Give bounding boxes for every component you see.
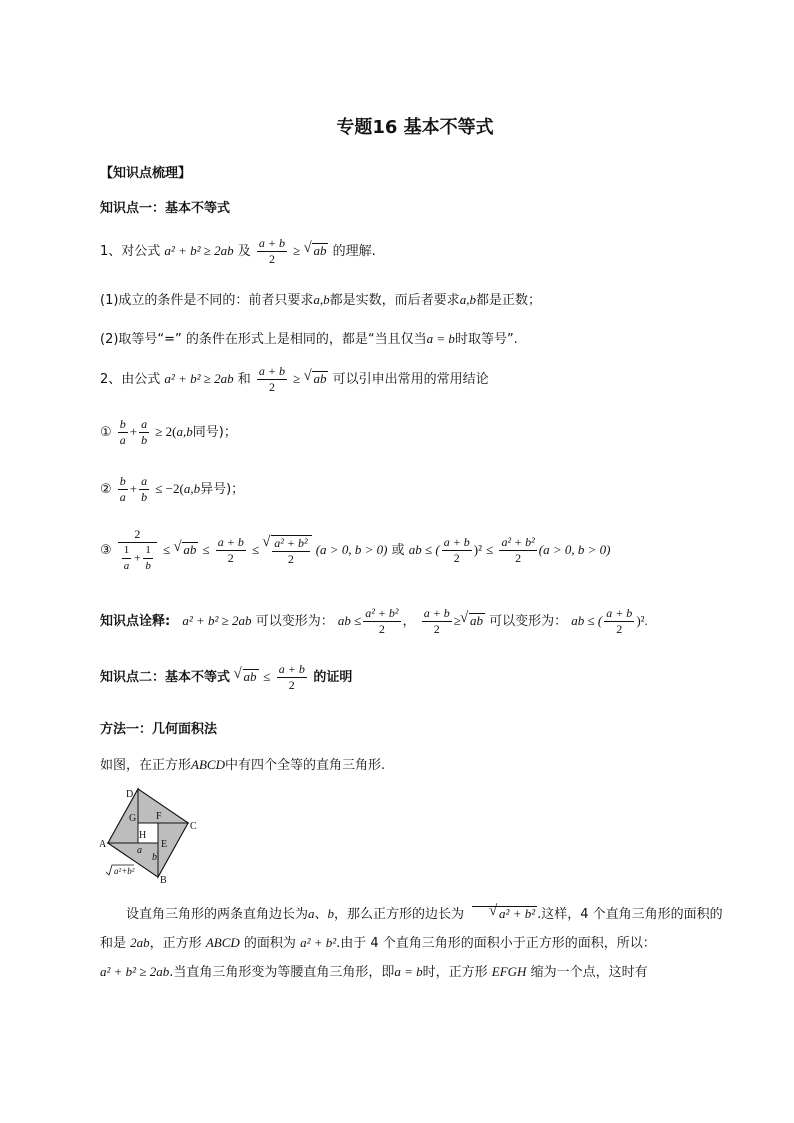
label-c: C xyxy=(190,821,197,832)
kp1-heading: 知识点一：基本不等式 xyxy=(100,201,231,216)
intro-line xyxy=(100,754,385,773)
math-var: a,b xyxy=(176,424,193,439)
text: 可以变形为： xyxy=(255,614,334,629)
text: .这样，4 个直角三角形的面积的 xyxy=(537,907,723,922)
text: 知识点二：基本不等式 xyxy=(100,670,231,685)
marker: ② xyxy=(100,482,112,497)
text: 的证明 xyxy=(313,670,353,685)
text: .当直角三角形变为等腰直角三角形，即 xyxy=(169,965,395,980)
sqrt-ab: √ ab xyxy=(312,243,328,258)
label-e: E xyxy=(161,839,168,850)
triangle-3 xyxy=(158,823,188,877)
conclusion-1: ① $\frac{b}{a}$ + $\frac{a}{b}$ ≥ 2(a,b同号)； xyxy=(100,417,237,447)
text: 如图，在正方形 xyxy=(100,758,192,773)
label-a: A xyxy=(99,839,107,850)
text: 中有四个全等的直角三角形. xyxy=(224,758,386,773)
math-var: ABCD xyxy=(205,935,240,950)
math-var: b xyxy=(327,906,335,921)
text: ，那么正方形的边长为 xyxy=(334,907,465,922)
text: (1)成立的条件是不同的：前者只要求 xyxy=(100,293,314,308)
text: 1、对公式 xyxy=(100,244,161,259)
marker: ① xyxy=(100,425,112,440)
text: 设直角三角形的两条直角边长为 xyxy=(126,907,309,922)
math-var: a = b xyxy=(394,964,423,979)
cond1-line xyxy=(100,289,541,308)
label-f: F xyxy=(156,811,162,822)
label-side-a: a xyxy=(137,845,142,856)
text: 同号)； xyxy=(192,425,237,440)
text: 的面积为 xyxy=(243,936,296,951)
math: (a > 0, b > 0) xyxy=(538,542,611,557)
explain-label: 知识点诠释: xyxy=(100,614,171,629)
sqrt-ab: √ ab xyxy=(312,371,328,386)
math-var: a = b xyxy=(426,331,455,346)
math-var: EFGH xyxy=(491,964,527,979)
harmonic-mean: 2 $\frac{1}{a}$ + $\frac{1}{b}$ xyxy=(118,527,157,574)
fraction: $\frac{a + b}{2}$ xyxy=(258,364,286,394)
text: .由于 4 个直角三角形的面积小于正方形的面积，所以： xyxy=(336,936,656,951)
label-g: G xyxy=(129,813,137,824)
conclusion-3: ③ 2 $\frac{1}{a}$ + $\frac{1}{b}$ ≤ √ ab ≤ $\frac{a + b}{2}$ ≤ √ $\frac{\text{a² + b²}}{2}$ (a > 0, b > 0) 或 ab ≤ ( $\frac{a + b}{2}$ )² ≤ $\frac{\text{a² + b²}}{2}$ (a > 0, b > 0) xyxy=(100,527,610,574)
math: ≤ −2 xyxy=(155,481,180,496)
math-var: a xyxy=(308,906,315,921)
method1-heading: 方法一：几何面积法 xyxy=(100,722,218,737)
formula: a² + b² ≥ 2ab xyxy=(182,613,252,628)
text: 都是实数，而后者要求 xyxy=(329,293,460,308)
label-hyp: a²+b² xyxy=(114,866,135,876)
text: 或 xyxy=(391,543,405,558)
label-h: H xyxy=(139,830,147,841)
text: 都是正数； xyxy=(475,293,541,308)
label-d: D xyxy=(126,789,134,800)
text: 时取等号”. xyxy=(454,332,518,347)
math-var: 2ab xyxy=(130,935,150,950)
text: 的理解. xyxy=(332,244,376,259)
math-var: a² + b² xyxy=(300,935,337,950)
cond2-line xyxy=(100,328,518,347)
text: 可以变形为： xyxy=(489,614,568,629)
text: 和 xyxy=(237,372,251,387)
conclusion-2: ② $\frac{b}{a}$ + $\frac{a}{b}$ ≤ −2(a,b异号)； xyxy=(100,474,245,504)
text: 时，正方形 xyxy=(422,965,488,980)
item1-line: 1、对公式 a² + b² ≥ 2ab 及 $\frac{a + b}{2}$ ≥ √ ab 的理解. xyxy=(100,236,376,267)
section-header: 【知识点梳理】 xyxy=(100,166,192,181)
explain-line: 知识点诠释: a² + b² ≥ 2ab 可以变形为： ab ≤ $\frac{\text{a² + b²}}{2}$ ， $\frac{a + b}{2}$ ≥√ ab 可以变形为： ab ≤ ( $\frac{a + b}{2}$ )². xyxy=(100,606,648,637)
formula: a² + b² ≥ 2ab xyxy=(100,964,170,979)
math-var: a,b xyxy=(183,481,201,496)
math: (a > 0, b > 0) xyxy=(315,542,388,557)
triangle-2 xyxy=(138,789,188,823)
label-b: B xyxy=(160,875,167,885)
item2-line: 2、由公式 a² + b² ≥ 2ab 和 $\frac{a + b}{2}$ ≥ √ ab 可以引申出常用的常用结论 xyxy=(100,364,489,395)
proof-paragraph: 设直角三角形的两条直角边长为a、b，那么正方形的边长为√ a² + b² .这样，4 个直角三角形的面积的 和是 2ab，正方形 ABCD 的面积为 a² + b².由于 4 个直角三角形的面积小于正方形的面积，所以： a² + b² ≥ 2ab.当直角三角形变为等腰直角三角形，即a = b时，正方形 EFGH 缩为一个点，这时有 xyxy=(100,900,740,987)
square-figure xyxy=(96,785,206,885)
formula: a² + b² ≥ 2ab xyxy=(164,371,234,386)
fraction: $\frac{a + b}{2}$ xyxy=(258,236,286,266)
text: 和是 xyxy=(100,936,127,951)
math: ≥ 2 xyxy=(155,424,173,439)
text: 缩为一个点，这时有 xyxy=(530,965,648,980)
marker: ③ xyxy=(100,543,112,558)
kp2-heading: 知识点二：基本不等式 √ ab ≤ $\frac{a + b}{2}$ 的证明 xyxy=(100,662,352,693)
text: 2、由公式 xyxy=(100,372,161,387)
text: (2)取等号“=” 的条件在形式上是相同的，都是“当且仅当 xyxy=(100,332,427,347)
math-var: ABCD xyxy=(191,757,225,772)
text: 异号)； xyxy=(200,482,245,497)
math-var: a,b xyxy=(459,292,476,307)
page-title: 专题16 基本不等式 xyxy=(336,117,494,138)
text: 及 xyxy=(237,244,251,259)
formula: a² + b² ≥ 2ab xyxy=(164,243,234,258)
text: 可以引申出常用的常用结论 xyxy=(332,372,489,387)
text: ，正方形 xyxy=(149,936,202,951)
text: 、 xyxy=(314,907,328,922)
math-var: a,b xyxy=(313,292,330,307)
label-side-b: b xyxy=(152,852,157,863)
